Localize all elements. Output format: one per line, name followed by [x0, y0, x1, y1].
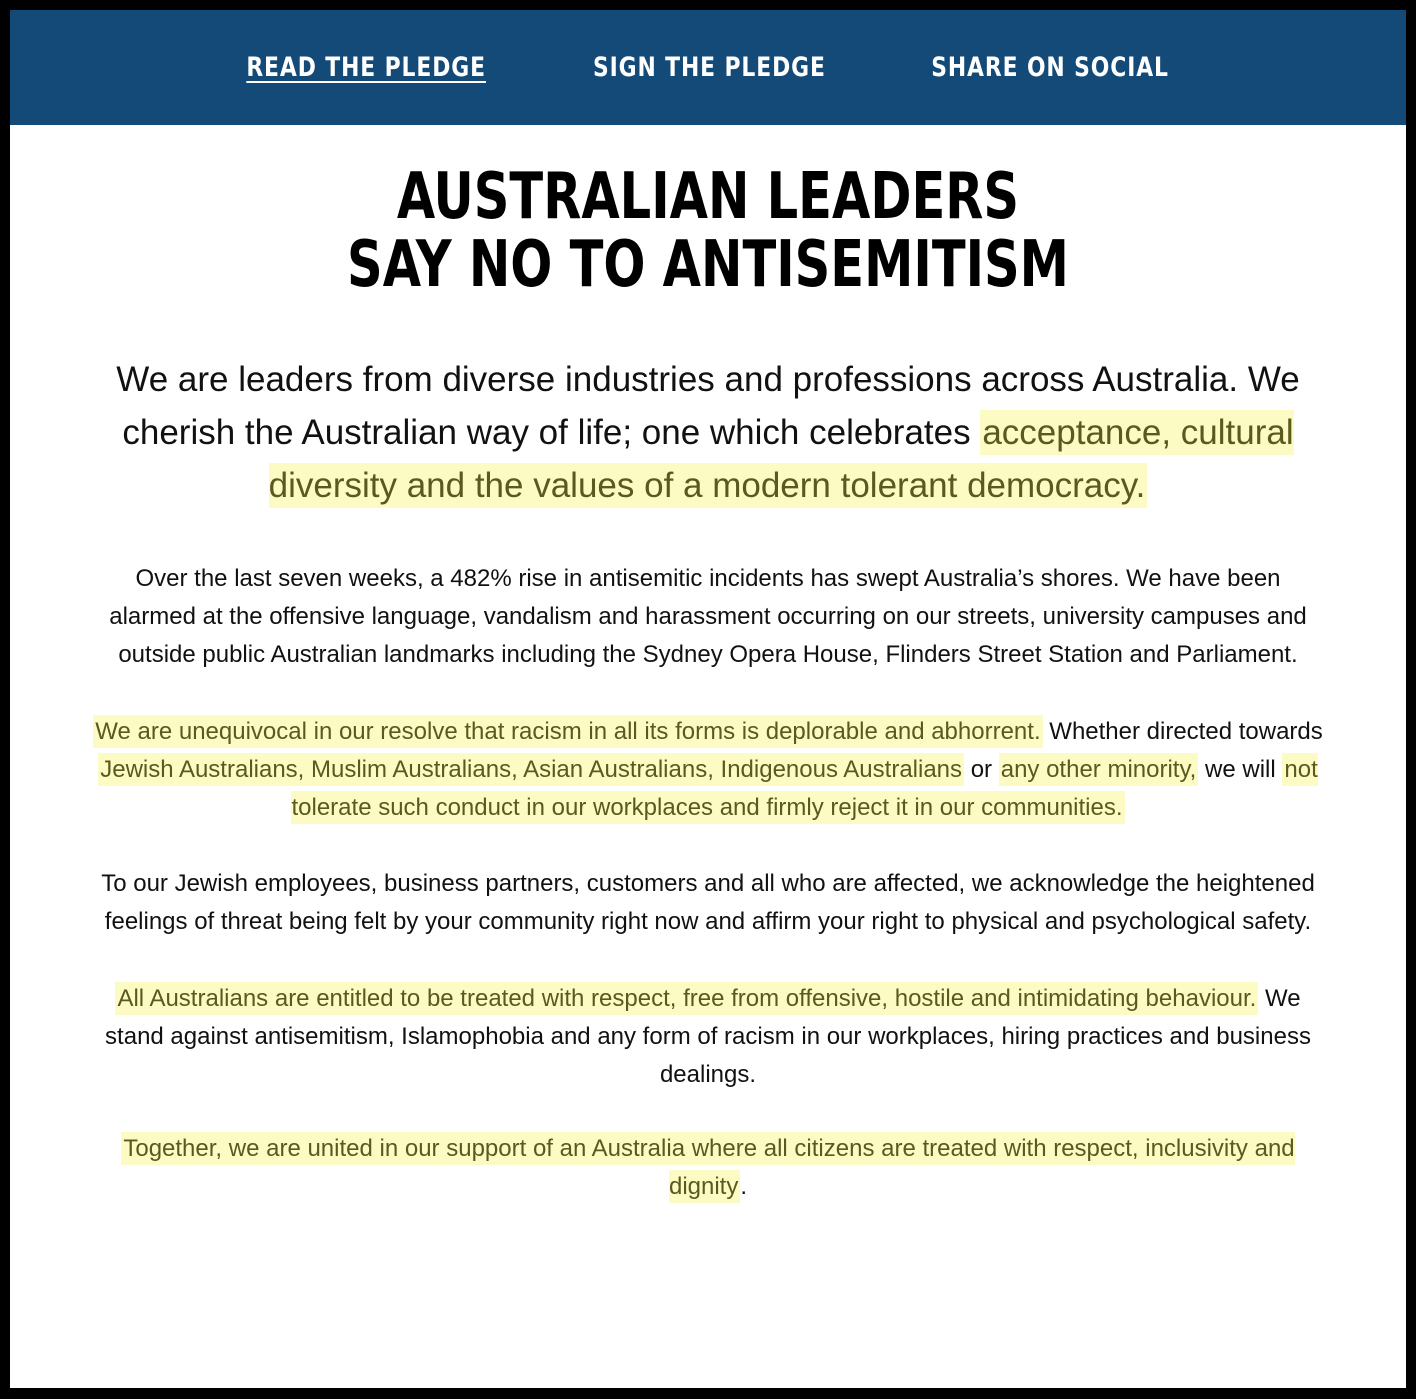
- racism-text-2: or: [964, 755, 999, 783]
- closing-paragraph: [93, 1130, 1323, 1206]
- page-title-line1: AUSTRALIAN LEADERS: [396, 160, 1020, 234]
- respect-highlight: All Australians are entitled to be treated with respect, free from offensive, hostile and intimidating behaviour.: [115, 982, 1258, 1015]
- racism-text-1: Whether directed towards: [1042, 717, 1323, 745]
- nav-read-pledge-link[interactable]: READ THE PLEDGE: [246, 52, 487, 83]
- racism-text-3: we will: [1198, 755, 1283, 783]
- racism-highlight-2: Jewish Australians, Muslim Australians, Asian Australians, Indigenous Australians: [98, 753, 964, 786]
- jewish-community-text: To our Jewish employees, business partners, customers and all who are affected, we acknowledge the heightened feelings of threat being felt by your community right now and affirm your right to physical and psychological safety.: [101, 870, 1315, 936]
- page-title-line2: SAY NO TO ANTISEMITISM: [347, 228, 1069, 302]
- racism-paragraph: [93, 713, 1323, 828]
- respect-paragraph: [93, 980, 1323, 1095]
- intro-paragraph: [68, 353, 1348, 512]
- racism-highlight-4: not tolerate such conduct in our workplaces and firmly reject it in our communities.: [291, 753, 1317, 824]
- closing-text: .: [740, 1173, 748, 1201]
- incidents-text: Over the last seven weeks, a 482% rise in antisemitic incidents has swept Australia’s shores. We have been alarmed at the offensive language, vandalism and harassment occurring on our streets, university campuses and outside public Australian landmarks including the Sydney Opera House, Flinders Street Station and Parliament.: [109, 565, 1307, 669]
- nav-share-social-link[interactable]: SHARE ON SOCIAL: [931, 52, 1170, 83]
- racism-highlight-1: We are unequivocal in our resolve that racism in all its forms is deplorable and abhorrent.: [93, 715, 1042, 748]
- top-navbar: [10, 10, 1406, 125]
- page-title: [108, 160, 1309, 302]
- page-frame: [10, 10, 1406, 1388]
- jewish-community-paragraph: [93, 865, 1323, 941]
- incidents-paragraph: [93, 560, 1323, 675]
- nav-sign-pledge-link[interactable]: SIGN THE PLEDGE: [592, 52, 826, 83]
- intro-highlight: acceptance, cultural diversity and the values of a modern tolerant democracy.: [269, 410, 1294, 508]
- racism-highlight-3: any other minority,: [999, 753, 1199, 786]
- closing-highlight: Together, we are united in our support of an Australia where all citizens are treated with respect, inclusivity and dignity: [121, 1132, 1294, 1203]
- respect-text: We stand against antisemitism, Islamophobia and any form of racism in our workplaces, hiring practices and business dealings.: [105, 984, 1311, 1089]
- intro-text: We are leaders from diverse industries and professions across Australia. We cherish the Australian way of life; one which celebrates: [116, 360, 1300, 452]
